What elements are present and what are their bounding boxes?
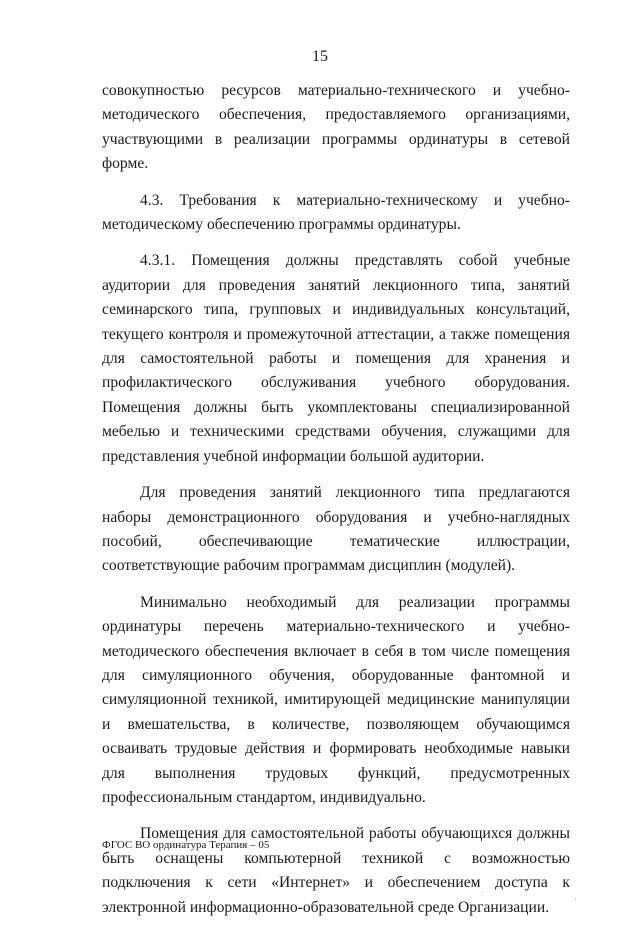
page-number: 15: [312, 48, 328, 65]
scan-speck: [482, 892, 483, 893]
section-heading-4-3: 4.3. Требования к материально-техническому и учебно-методическому обеспечению программы ординатуры.: [102, 191, 570, 234]
scan-speck: [575, 899, 576, 900]
page-footer: ФГОС ВО ординатура Терапия – 05: [102, 839, 270, 851]
paragraph-lecture-equipment: Для проведения занятий лекционного типа предлагаются наборы демонстрационного оборудования и учебно-наглядных пособий, обеспечивающие тематические иллюстрации, соответствующие рабочим программам дисциплин (модулей).: [102, 484, 570, 575]
paragraph-continuation: совокупностью ресурсов материально-технического и учебно-методического обеспечения, предоставляемого организациями, участвующими в реализации программы ординатуры в сетевой форме.: [102, 82, 570, 173]
paragraph-minimum-equipment: Минимально необходимый для реализации программы ординатуры перечень материально-технического и учебно-методического обеспечения включает в себя в том числе помещения для симуляционного обучения, оборудованные фантомной и симуляционной техникой, имитирующей медицинские манипуляции и вмешательства, в количестве, позволяющем обучающимся осваивать трудовые действия и формировать необходимые навыки для выполнения трудовых функций, предусмотренных профессиональным стандартом, индивидуально.: [102, 593, 570, 806]
paragraph-4-3-1: 4.3.1. Помещения должны представлять собой учебные аудитории для проведения занятий лекционного типа, занятий семинарского типа, групповых и индивидуальных консультаций, текущего контроля и промежуточной аттестации, а также помещения для самостоятельной работы и помещения для хранения и профилактического обслуживания учебного оборудования. Помещения должны быть укомплектованы специализированной мебелью и техническими средствами обучения, служащими для представления учебной информации большой аудитории.: [102, 252, 570, 465]
paragraph-self-study-rooms: Помещения для самостоятельной работы обучающихся должны быть оснащены компьютерной техникой с возможностью подключения к сети «Интернет» и обеспечением доступа к электронной информационно-образовательной среде Организации.: [102, 825, 570, 916]
body-text: [102, 79, 570, 932]
